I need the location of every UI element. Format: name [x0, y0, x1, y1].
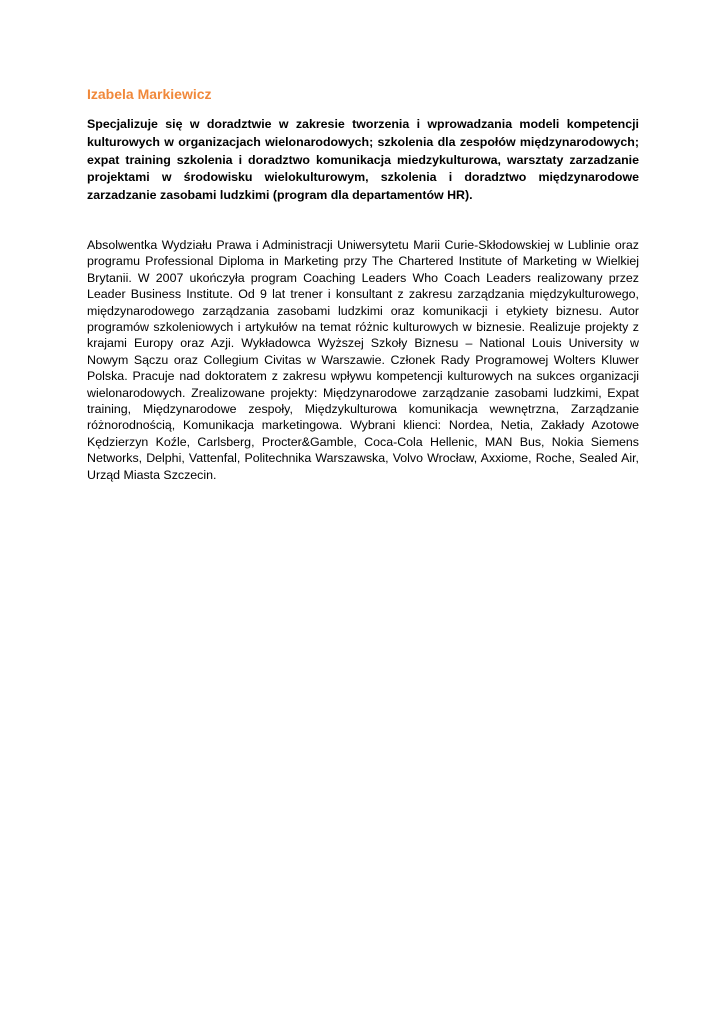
person-name: Izabela Markiewicz [87, 86, 212, 102]
specialization-paragraph: Specjalizuje się w doradztwie w zakresie tworzenia i wprowadzania modeli kompetencji kulturowych w organizacjach wielonarodowych; szkolenia dla zespołów międzynarodowych; expat training szkolenia i doradztwo komunikacja miedzykulturowa, warsztaty zarzadzanie projektami w środowisku wielokulturowym, szkolenia i doradztwo międzynarodowe zarzadzanie zasobami ludzkimi (program dla departamentów HR). [87, 117, 639, 203]
document-page [87, 84, 639, 483]
biography-paragraph: Absolwentka Wydziału Prawa i Administracji Uniwersytetu Marii Curie-Skłodowskiej w Lublinie oraz programu Professional Diploma in Marketing przy The Chartered Institute of Marketing w Wielkiej Brytanii. W 2007 ukończyła program Coaching Leaders Who Coach Leaders realizowany przez Leader Business Institute. Od 9 lat trener i konsultant z zakresu zarządzania międzykulturowego, międzynarodowego zarządzania zasobami ludzkimi oraz komunikacji i etykiety biznesu. Autor programów szkoleniowych i artykułów na temat różnic kulturowych w biznesie. Realizuje projekty z krajami Europy oraz Azji. Wykładowca Wyższej Szkoły Biznesu – National Louis University w Nowym Sączu oraz Collegium Civitas w Warszawie. Członek Rady Programowej Wolters Kluwer Polska. Pracuje nad doktoratem z zakresu wpływu kompetencji kulturowych na sukces organizacji wielonarodowych. Zrealizowane projekty: Międzynarodowe zarządzanie zasobami ludzkimi, Expat training, Międzynarodowe zespoły, Międzykulturowa komunikacja wewnętrzna, Zarządzanie różnorodnością, Komunikacja marketingowa. Wybrani klienci: Nordea, Netia, Zakłady Azotowe Kędzierzyn Koźle, Carlsberg, Procter&Gamble, Coca-Cola Hellenic, MAN Bus, Nokia Siemens Networks, Delphi, Vattenfal, Politechnika Warszawska, Volvo Wrocław, Axxiome, Roche, Sealed Air, Urząd Miasta Szczecin. [87, 237, 639, 482]
